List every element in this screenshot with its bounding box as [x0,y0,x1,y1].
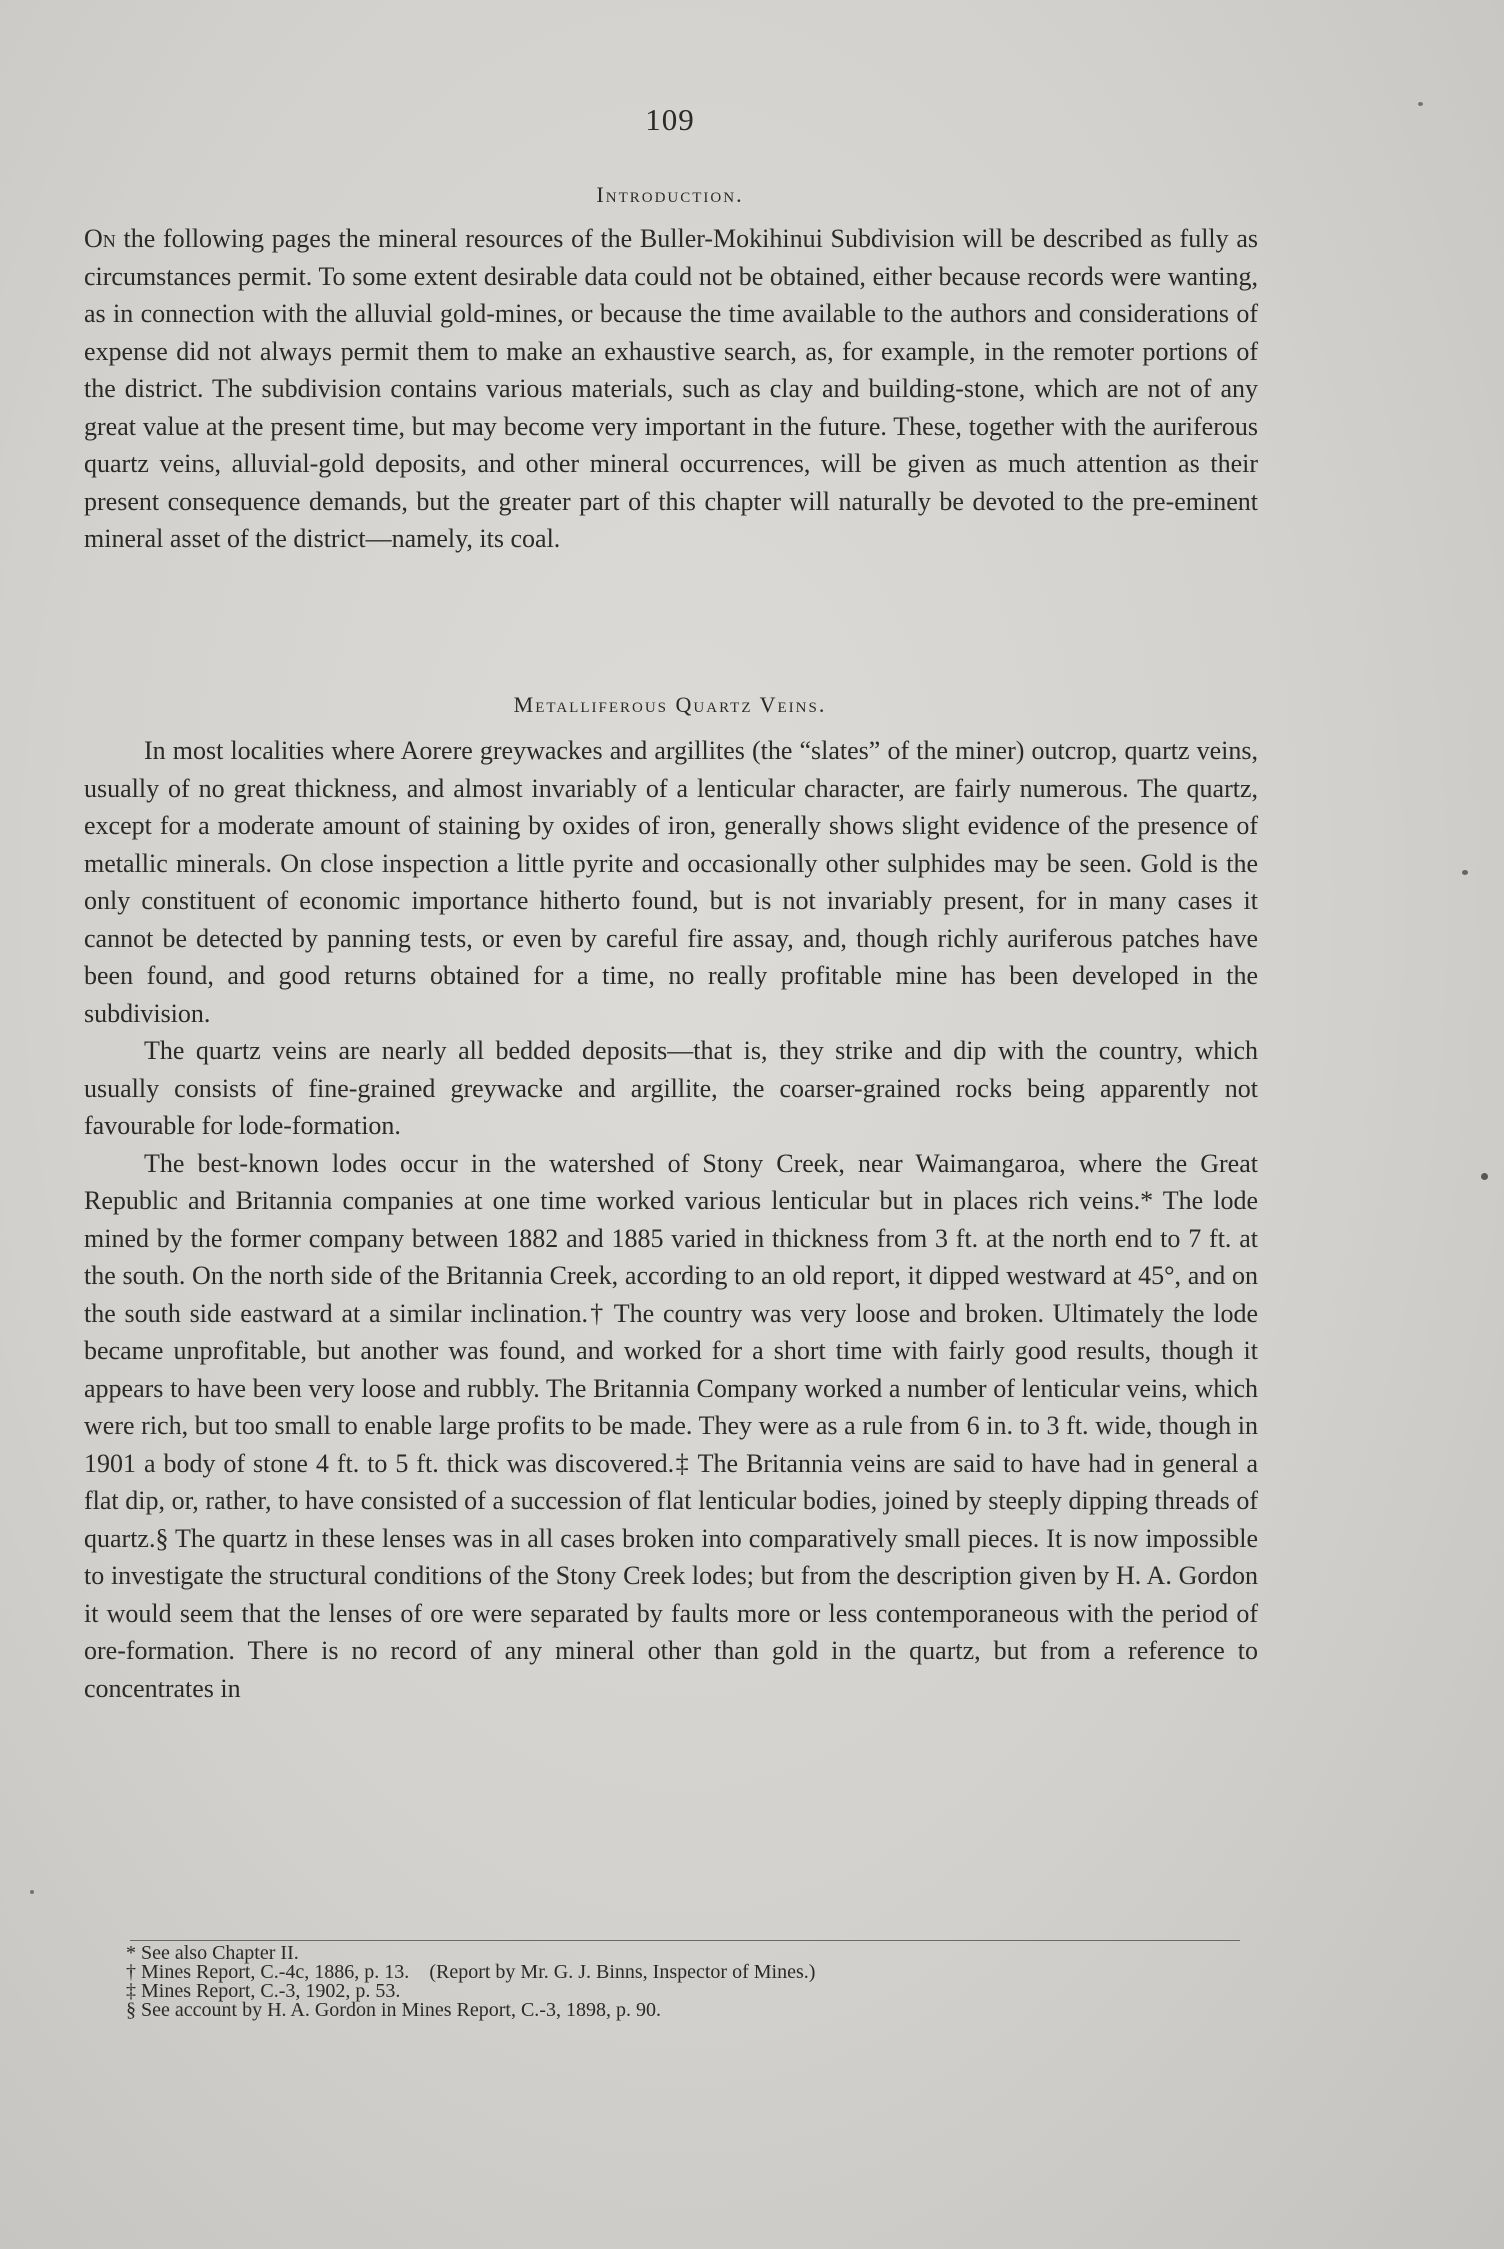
footnote-text: ‡ Mines Report, C.-3, 1902, p. 53. [126,1980,401,2002]
quartz-veins-paragraph-3: The best-known lodes occur in the watershed of Stony Creek, near Waimangaroa, where the Great Republic and Britannia companies at one time worked various lenticular but in places rich veins.* The lode mined by the former company between 1882 and 1885 varied in thickness from 3 ft. at the north end to 7 ft. at the south. On the north side of the Britannia Creek, according to an old report, it dipped westward at 45°, and on the south side eastward at a similar inclination.† The country was very loose and broken. Ultimately the lode became unprofitable, but another was found, and worked for a short time with fairly good results, though it appears to have been very loose and rubbly. The Britannia Company worked a number of lenticular veins, which were rich, but too small to enable large profits to be made. They were as a rule from 6 in. to 3 ft. wide, though in 1901 a body of stone 4 ft. to 5 ft. thick was discovered.‡ The Britannia veins are said to have had in general a flat dip, or, rather, to have consisted of a succession of flat lenticular bodies, joined by steeply dipping threads of quartz.§ The quartz in these lenses was in all cases broken into comparatively small pieces. It is now impossible to investigate the structural conditions of the Stony Creek lodes; but from the description given by H. A. Gordon it would seem that the lenses of ore were separated by faults more or less contemporaneous with the period of ore-formation. There is no record of any mineral other than gold in the quartz, but from a reference to concentrates in [84,1148,1258,1703]
paper-speck [1418,102,1423,106]
page-number: 109 [645,102,695,137]
introduction-section [84,220,1258,558]
footnote-text: † Mines Report, C.-4c, 1886, p. 13. [126,1961,410,1983]
footnote-text: § See account by H. A. Gordon in Mines Report, C.-3, 1898, p. 90. [126,1999,661,2021]
paper-speck [1462,870,1468,875]
introduction-heading: Introduction. [596,182,744,207]
footnotes [126,1944,1126,2020]
footnote-note: (Report by Mr. G. J. Binns, Inspector of Mines.) [429,1961,816,1983]
paper-speck [30,1890,34,1894]
paper-speck [1481,1173,1488,1180]
quartz-veins-paragraph-2: The quartz veins are nearly all bedded deposits—that is, they strike and dip with the country, which usually consists of fine-grained greywacke and argillite, the coarser-grained rocks being apparently not favourable for lode-formation. [84,1036,1258,1140]
introduction-first-word: On [84,224,116,253]
introduction-paragraph [84,220,1258,558]
footnote-4 [126,2001,1126,2020]
quartz-veins-paragraph-1: In most localities where Aorere greywackes and argillites (the “slates” of the miner) outcrop, quartz veins, usually of no great thickness, and almost invariably of a lenticular character, are fairly numerous. The quartz, except for a moderate amount of staining by oxides of iron, generally shows slight evidence of the presence of metallic minerals. On close inspection a little pyrite and occasionally other sulphides may be seen. Gold is the only constituent of economic importance hitherto found, but is not invariably present, for in many cases it cannot be detected by panning tests, or even by careful fire assay, and, though richly auriferous patches have been found, and good returns obtained for a time, no really profitable mine has been developed in the subdivision. [84,736,1258,1028]
quartz-veins-section [84,732,1258,1707]
footnote-divider [130,1940,1240,1941]
footnote-text: * See also Chapter II. [126,1942,299,1964]
quartz-veins-heading: Metalliferous Quartz Veins. [513,692,827,717]
introduction-text: the following pages the mineral resources of the Buller-Mokihinui Subdivision will be described as fully as circumstances permit. To some extent desirable data could not be obtained, either because records were wanting, as in connection with the alluvial gold-mines, or because the time available to the authors and considerations of expense did not always permit them to make an exhaustive search, as, for example, in the remoter portions of the district. The subdivision contains various materials, such as clay and building-stone, which are not of any great value at the present time, but may become very important in the future. These, together with the auriferous quartz veins, alluvial-gold deposits, and other mineral occurrences, will be given as much attention as their present consequence demands, but the greater part of this chapter will naturally be devoted to the pre-eminent mineral asset of the district—namely, its coal. [84,224,1258,553]
